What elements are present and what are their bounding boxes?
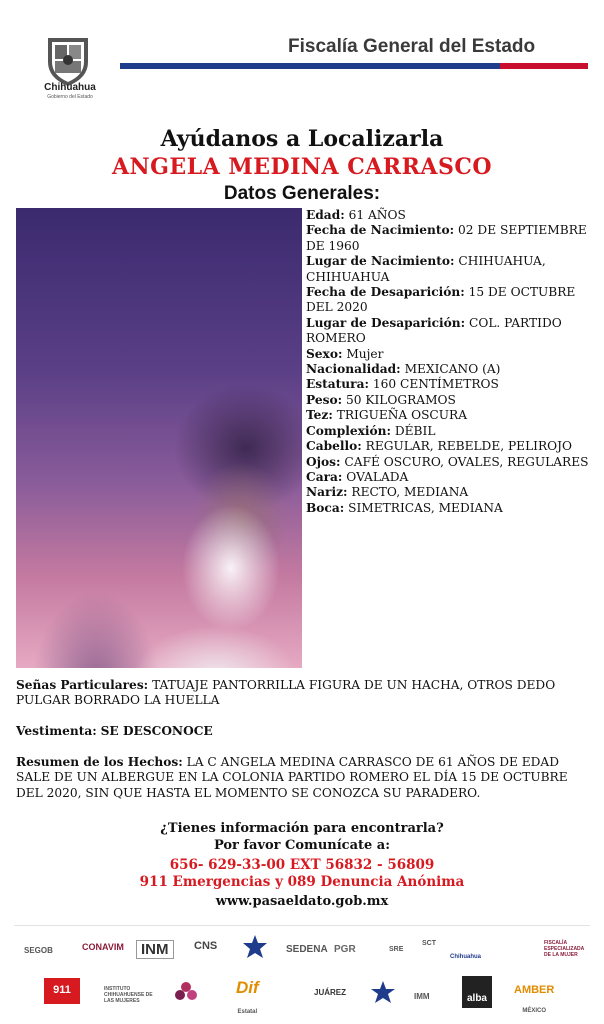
dif-sub: Estatal (237, 1009, 258, 1015)
detail-label: Complexión: (306, 423, 392, 438)
detail-row (306, 223, 596, 254)
detail-label: Fecha de Desaparición: (306, 285, 465, 300)
vestimenta-label: Vestimenta: (16, 724, 97, 738)
detail-value: REGULAR, REBELDE, PELIROJO (365, 439, 573, 454)
instituto-mujeres-logo: INSTITUTO CHIHUAHUENSE DE LAS MUJERES (104, 986, 153, 1004)
detail-value: OVALADA (346, 469, 409, 484)
e911-sub: EMERGENCIAS (44, 1008, 82, 1014)
sct-logo: SCT (422, 940, 436, 947)
detail-label: Lugar de Desaparición: (306, 315, 466, 330)
logo-name: Chihuahua (44, 82, 96, 93)
amber-logo (514, 978, 554, 1016)
resumen-value: LA C ANGELA MEDINA CARRASCO DE 61 AÑOS DE EDAD SALE DE UN ALBERGUE EN LA COLONIA PARTIDO ROMERO EL DÍA 15 DE OCTUBRE DEL 2020, SIN QUE HASTA EL MOMENTO SE CONOZCA SU PARADERO. (16, 755, 568, 800)
detail-value: COL. PARTIDO ROMERO (306, 315, 562, 346)
logo-subtitle: Gobierno del Estado (47, 94, 93, 100)
cns-logo: CNS (194, 940, 218, 952)
detail-row (306, 347, 596, 362)
detail-label: Sexo: (306, 346, 343, 361)
contact-question: ¿Tienes información para encontrarla? (160, 821, 444, 836)
fiscalia-mujer-logo: FISCALÍA ESPECIALIZADA DE LA MUJER (544, 940, 585, 958)
segob-logo: SEGOB (24, 946, 53, 955)
detail-row (306, 501, 596, 516)
footer-logos (14, 925, 590, 1015)
detail-value: 160 CENTÍMETROS (372, 377, 499, 392)
senas-value: TATUAJE PANTORRILLA FIGURA DE UN HACHA, OTROS DEDO PULGAR BORRADO LA HUELLA (16, 678, 556, 708)
detail-row (306, 424, 596, 439)
amber-sub: MÉXICO (522, 1008, 546, 1014)
senas-label: Señas Particulares: (16, 678, 149, 692)
imm-logo: IMM (414, 992, 430, 1001)
dif-logo (236, 978, 259, 1017)
person-name: ANGELA MEDINA CARRASCO (111, 154, 493, 180)
detail-row (306, 285, 596, 316)
detail-row (306, 377, 596, 392)
detail-value: Mujer (346, 346, 384, 361)
missing-person-photo (16, 208, 302, 668)
resumen-hechos (16, 755, 591, 801)
detail-row (306, 208, 596, 223)
detail-label: Edad: (306, 208, 345, 222)
detail-row (306, 408, 596, 423)
headline: Ayúdanos a Localizarla (160, 126, 444, 152)
contact-phone: 656- 629-33-00 EXT 56832 - 56809 (169, 857, 435, 873)
amber-text: AMBER (514, 984, 555, 996)
sedena-logo: SEDENA (286, 944, 328, 955)
detail-row (306, 439, 596, 454)
vestimenta-value: SE DESCONOCE (100, 724, 213, 738)
detail-value: MEXICANO (A) (404, 362, 501, 377)
detail-value: CHIHUAHUA, CHIHUAHUA (306, 254, 546, 284)
conavim-logo: CONAVIM (82, 942, 124, 952)
resumen-label: Resumen de los Hechos: (16, 755, 183, 769)
agency-title: Fiscalía General del Estado (288, 36, 536, 57)
detail-label: Estatura: (306, 377, 369, 392)
detail-row (306, 254, 596, 285)
dif-text: Dif (236, 978, 259, 997)
detail-label: Nacionalidad: (306, 362, 401, 377)
detail-value: CAFÉ OSCURO, OVALES, REGULARES (344, 454, 589, 469)
police-star-icon (242, 934, 268, 960)
header-bar-red (500, 63, 588, 69)
vestimenta (16, 724, 591, 739)
police-badge-icon (370, 980, 396, 1004)
detail-value: SIMETRICAS, MEDIANA (348, 500, 503, 515)
contact-prompt: Por favor Comunícate a: (213, 838, 391, 853)
detail-value: 15 DE OCTUBRE DEL 2020 (306, 285, 576, 315)
detail-row (306, 485, 596, 500)
detail-label: Peso: (306, 392, 343, 407)
section-title: Datos Generales: (223, 183, 381, 204)
sre-logo: SRE (389, 946, 404, 953)
detail-label: Nariz: (306, 485, 348, 500)
detail-value: 02 DE SEPTIEMBRE DE 1960 (306, 223, 587, 253)
alba-text: alba (466, 993, 487, 1004)
detail-label: Cabello: (306, 439, 362, 454)
detail-row (306, 362, 596, 377)
flower-icon (174, 981, 198, 1003)
detail-label: Lugar de Nacimiento: (306, 254, 455, 269)
detail-row (306, 455, 596, 470)
juarez-logo: JUÁREZ (314, 988, 347, 997)
detail-value: DÉBIL (394, 423, 436, 438)
detail-row (306, 470, 596, 485)
alba-logo (462, 976, 492, 1008)
website-link[interactable]: www.pasaeldato.gob.mx (215, 894, 389, 909)
chihuahua-footer-logo: Chihuahua (450, 954, 481, 960)
inm-logo: INM (136, 940, 174, 959)
detail-label: Fecha de Nacimiento: (306, 223, 455, 238)
detail-label: Ojos: (306, 454, 341, 469)
detail-value: RECTO, MEDIANA (351, 485, 469, 500)
emergency-numbers: 911 Emergencias y 089 Denuncia Anónima (139, 874, 465, 890)
detail-row (306, 316, 596, 347)
detail-row (306, 393, 596, 408)
detail-value: 50 KILOGRAMOS (345, 392, 456, 407)
emergency-911-logo (44, 978, 82, 1014)
detail-label: Cara: (306, 469, 343, 484)
senas-particulares (16, 678, 591, 709)
detail-label: Tez: (306, 408, 333, 423)
details-list (306, 208, 596, 516)
header-bar-blue (120, 63, 500, 69)
pgr-logo: PGR (334, 944, 356, 955)
e911-text: 911 (53, 984, 71, 996)
detail-value: TRIGUEÑA OSCURA (336, 408, 467, 423)
detail-value: 61 AÑOS (348, 208, 406, 222)
detail-label: Boca: (306, 500, 345, 515)
chihuahua-shield-logo (40, 32, 96, 88)
